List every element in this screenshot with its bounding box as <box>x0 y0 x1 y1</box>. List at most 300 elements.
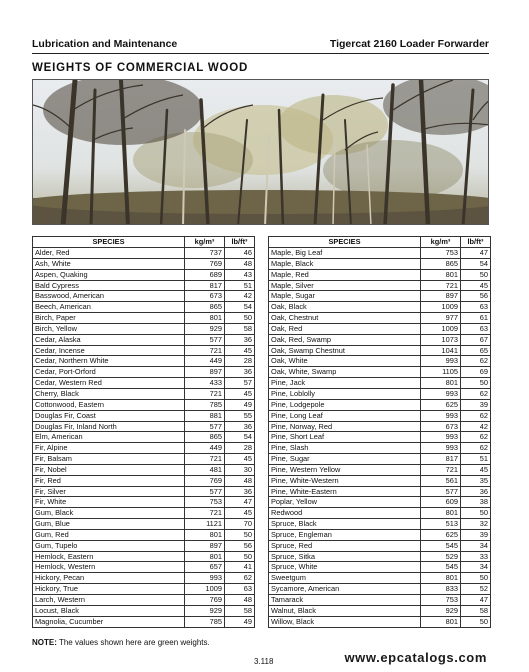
table-row <box>33 367 255 378</box>
species-cell: Basswood, American <box>33 291 185 302</box>
lbft3-cell: 67 <box>461 334 491 345</box>
lbft3-cell: 50 <box>461 378 491 389</box>
lbft3-cell: 51 <box>225 280 255 291</box>
lbft3-cell: 47 <box>461 595 491 606</box>
table-row <box>33 605 255 616</box>
kgm3-cell: 993 <box>421 410 461 421</box>
lbft3-cell: 62 <box>225 573 255 584</box>
note <box>32 638 210 647</box>
species-cell: Gum, Black <box>33 508 185 519</box>
lbft3-cell: 46 <box>225 248 255 259</box>
table-row <box>33 313 255 324</box>
lbft3-cell: 41 <box>225 562 255 573</box>
lbft3-cell: 45 <box>461 464 491 475</box>
species-cell: Spruce, Engleman <box>269 529 421 540</box>
kgm3-cell: 801 <box>421 378 461 389</box>
table-row <box>269 280 491 291</box>
table-row <box>33 595 255 606</box>
kgm3-cell: 833 <box>421 584 461 595</box>
species-cell: Cedar, Alaska <box>33 334 185 345</box>
table-row <box>33 356 255 367</box>
kgm3-column-header: kg/m³ <box>185 237 225 248</box>
species-cell: Maple, Black <box>269 258 421 269</box>
lbft3-cell: 63 <box>225 584 255 595</box>
lbft3-cell: 50 <box>225 313 255 324</box>
species-cell: Pine, Long Leaf <box>269 410 421 421</box>
lbft3-cell: 36 <box>461 486 491 497</box>
table-row <box>33 269 255 280</box>
table-row <box>33 421 255 432</box>
lbft3-cell: 56 <box>225 540 255 551</box>
lbft3-cell: 50 <box>225 529 255 540</box>
kgm3-cell: 993 <box>185 573 225 584</box>
table-row <box>33 464 255 475</box>
table-row <box>33 302 255 313</box>
kgm3-cell: 929 <box>421 605 461 616</box>
table-row <box>33 345 255 356</box>
table-row <box>269 323 491 334</box>
page-title: WEIGHTS OF COMMERCIAL WOOD <box>32 62 249 74</box>
table-row <box>33 562 255 573</box>
lbft3-cell: 62 <box>461 388 491 399</box>
table-header-row <box>269 237 491 248</box>
lbft3-cell: 50 <box>461 508 491 519</box>
kgm3-cell: 753 <box>421 595 461 606</box>
species-cell: Elm, American <box>33 432 185 443</box>
lbft3-cell: 54 <box>461 258 491 269</box>
species-cell: Gum, Tupelo <box>33 540 185 551</box>
table-row <box>33 529 255 540</box>
lbft3-cell: 36 <box>225 486 255 497</box>
table-row <box>33 454 255 465</box>
table-row <box>269 464 491 475</box>
kgm3-cell: 577 <box>185 334 225 345</box>
table-row <box>269 378 491 389</box>
table-row <box>269 508 491 519</box>
species-cell: Aspen, Quaking <box>33 269 185 280</box>
species-cell: Bald Cypress <box>33 280 185 291</box>
species-cell: Maple, Sugar <box>269 291 421 302</box>
table-row <box>33 519 255 530</box>
table-row <box>269 399 491 410</box>
lbft3-cell: 48 <box>225 595 255 606</box>
species-cell: Hickory, True <box>33 584 185 595</box>
species-cell: Redwood <box>269 508 421 519</box>
lbft3-cell: 35 <box>461 475 491 486</box>
kgm3-cell: 993 <box>421 388 461 399</box>
note-text: The values shown here are green weights. <box>56 638 210 647</box>
kgm3-cell: 817 <box>421 454 461 465</box>
lbft3-cell: 52 <box>461 584 491 595</box>
kgm3-cell: 513 <box>421 519 461 530</box>
kgm3-cell: 801 <box>421 508 461 519</box>
kgm3-cell: 1009 <box>421 323 461 334</box>
lbft3-cell: 65 <box>461 345 491 356</box>
table-row <box>269 302 491 313</box>
kgm3-cell: 769 <box>185 258 225 269</box>
kgm3-cell: 753 <box>185 497 225 508</box>
kgm3-cell: 785 <box>185 616 225 627</box>
kgm3-cell: 433 <box>185 378 225 389</box>
kgm3-cell: 1009 <box>185 584 225 595</box>
table-row <box>33 334 255 345</box>
kgm3-cell: 577 <box>185 421 225 432</box>
kgm3-cell: 721 <box>185 508 225 519</box>
kgm3-cell: 801 <box>185 551 225 562</box>
table-row <box>33 475 255 486</box>
lbft3-cell: 50 <box>225 551 255 562</box>
wood-weights-table-left <box>32 236 255 628</box>
species-cell: Pine, White-Western <box>269 475 421 486</box>
table-row <box>33 248 255 259</box>
table-row <box>269 432 491 443</box>
lbft3-cell: 58 <box>225 605 255 616</box>
table-row <box>33 486 255 497</box>
lbft3-cell: 57 <box>225 378 255 389</box>
species-cell: Fir, White <box>33 497 185 508</box>
lbft3-cell: 45 <box>225 388 255 399</box>
species-cell: Spruce, Black <box>269 519 421 530</box>
table-row <box>33 388 255 399</box>
table-row <box>33 399 255 410</box>
kgm3-cell: 929 <box>185 605 225 616</box>
species-cell: Willow, Black <box>269 616 421 627</box>
kgm3-cell: 929 <box>185 323 225 334</box>
species-cell: Spruce, Sitka <box>269 551 421 562</box>
species-cell: Gum, Blue <box>33 519 185 530</box>
lbft3-cell: 51 <box>461 454 491 465</box>
kgm3-column-header: kg/m³ <box>421 237 461 248</box>
kgm3-cell: 817 <box>185 280 225 291</box>
species-cell: Birch, Paper <box>33 313 185 324</box>
species-cell: Fir, Balsam <box>33 454 185 465</box>
kgm3-cell: 1041 <box>421 345 461 356</box>
table-row <box>269 616 491 627</box>
species-cell: Gum, Red <box>33 529 185 540</box>
lbft3-cell: 47 <box>225 497 255 508</box>
species-cell: Cedar, Northern White <box>33 356 185 367</box>
species-cell: Pine, Norway, Red <box>269 421 421 432</box>
lbft3-cell: 32 <box>461 519 491 530</box>
species-cell: Cedar, Port-Orford <box>33 367 185 378</box>
lbft3-cell: 62 <box>461 443 491 454</box>
species-cell: Magnolia, Cucumber <box>33 616 185 627</box>
lbft3-cell: 45 <box>225 345 255 356</box>
species-cell: Pine, Western Yellow <box>269 464 421 475</box>
table-row <box>269 388 491 399</box>
lbft3-cell: 45 <box>225 454 255 465</box>
lbft3-cell: 58 <box>225 323 255 334</box>
species-cell: Oak, White <box>269 356 421 367</box>
kgm3-cell: 625 <box>421 399 461 410</box>
table-row <box>269 421 491 432</box>
table-row <box>269 334 491 345</box>
kgm3-cell: 577 <box>421 486 461 497</box>
header-machine-title: Tigercat 2160 Loader Forwarder <box>329 38 489 50</box>
lbft3-cell: 48 <box>225 475 255 486</box>
species-cell: Oak, White, Swamp <box>269 367 421 378</box>
kgm3-cell: 561 <box>421 475 461 486</box>
species-cell: Birch, Yellow <box>33 323 185 334</box>
lbft3-cell: 50 <box>461 269 491 280</box>
kgm3-cell: 769 <box>185 595 225 606</box>
note-label: NOTE: <box>32 638 57 647</box>
kgm3-cell: 801 <box>421 269 461 280</box>
lbft3-cell: 38 <box>461 497 491 508</box>
species-cell: Poplar, Yellow <box>269 497 421 508</box>
species-cell: Cedar, Western Red <box>33 378 185 389</box>
lbft3-cell: 43 <box>225 269 255 280</box>
table-row <box>269 475 491 486</box>
kgm3-cell: 865 <box>185 302 225 313</box>
kgm3-cell: 721 <box>421 280 461 291</box>
table-row <box>33 323 255 334</box>
table-row <box>33 443 255 454</box>
lbft3-column-header: lb/ft³ <box>225 237 255 248</box>
lbft3-cell: 50 <box>461 573 491 584</box>
kgm3-cell: 545 <box>421 562 461 573</box>
species-cell: Sycamore, American <box>269 584 421 595</box>
forest-photo <box>32 79 489 225</box>
lbft3-cell: 42 <box>461 421 491 432</box>
kgm3-cell: 993 <box>421 443 461 454</box>
kgm3-cell: 577 <box>185 486 225 497</box>
lbft3-column-header: lb/ft³ <box>461 237 491 248</box>
header-divider <box>32 53 489 54</box>
species-cell: Ash, White <box>33 258 185 269</box>
kgm3-cell: 1105 <box>421 367 461 378</box>
table-row <box>269 486 491 497</box>
lbft3-cell: 45 <box>225 508 255 519</box>
table-row <box>269 562 491 573</box>
table-row <box>269 595 491 606</box>
species-cell: Hickory, Pecan <box>33 573 185 584</box>
species-cell: Tamarack <box>269 595 421 606</box>
kgm3-cell: 993 <box>421 356 461 367</box>
wood-weights-table-right <box>268 236 491 628</box>
species-column-header: SPECIES <box>33 237 185 248</box>
kgm3-cell: 865 <box>421 258 461 269</box>
species-cell: Pine, Loblolly <box>269 388 421 399</box>
kgm3-cell: 673 <box>421 421 461 432</box>
species-column-header: SPECIES <box>269 237 421 248</box>
kgm3-cell: 801 <box>185 313 225 324</box>
table-row <box>269 584 491 595</box>
table-row <box>269 291 491 302</box>
species-cell: Spruce, White <box>269 562 421 573</box>
table-row <box>269 519 491 530</box>
table-row <box>269 356 491 367</box>
table-row <box>33 378 255 389</box>
table-row <box>33 497 255 508</box>
watermark: www.epcatalogs.com <box>344 650 487 665</box>
table-row <box>269 529 491 540</box>
table-header-row <box>33 237 255 248</box>
species-cell: Oak, Red <box>269 323 421 334</box>
lbft3-cell: 61 <box>461 313 491 324</box>
table-row <box>269 497 491 508</box>
kgm3-cell: 625 <box>421 529 461 540</box>
lbft3-cell: 34 <box>461 540 491 551</box>
header-section-title: Lubrication and Maintenance <box>32 38 178 50</box>
species-cell: Oak, Black <box>269 302 421 313</box>
lbft3-cell: 47 <box>461 248 491 259</box>
kgm3-cell: 481 <box>185 464 225 475</box>
table-row <box>269 443 491 454</box>
kgm3-cell: 721 <box>185 388 225 399</box>
kgm3-cell: 897 <box>185 367 225 378</box>
table-row <box>33 573 255 584</box>
table-row <box>269 269 491 280</box>
species-cell: Fir, Nobel <box>33 464 185 475</box>
table-row <box>33 291 255 302</box>
kgm3-cell: 897 <box>421 291 461 302</box>
table-row <box>269 410 491 421</box>
species-cell: Oak, Red, Swamp <box>269 334 421 345</box>
kgm3-cell: 449 <box>185 443 225 454</box>
kgm3-cell: 657 <box>185 562 225 573</box>
kgm3-cell: 721 <box>185 454 225 465</box>
kgm3-cell: 785 <box>185 399 225 410</box>
table-row <box>33 410 255 421</box>
kgm3-cell: 673 <box>185 291 225 302</box>
species-cell: Cottonwood, Eastern <box>33 399 185 410</box>
kgm3-cell: 881 <box>185 410 225 421</box>
table-row <box>269 258 491 269</box>
lbft3-cell: 55 <box>225 410 255 421</box>
table-row <box>269 454 491 465</box>
kgm3-cell: 993 <box>421 432 461 443</box>
table-row <box>33 258 255 269</box>
kgm3-cell: 865 <box>185 432 225 443</box>
lbft3-cell: 48 <box>225 258 255 269</box>
kgm3-cell: 545 <box>421 540 461 551</box>
lbft3-cell: 58 <box>461 605 491 616</box>
species-cell: Oak, Swamp Chestnut <box>269 345 421 356</box>
kgm3-cell: 449 <box>185 356 225 367</box>
species-cell: Larch, Western <box>33 595 185 606</box>
species-cell: Spruce, Red <box>269 540 421 551</box>
species-cell: Douglas Fir, Inland North <box>33 421 185 432</box>
kgm3-cell: 721 <box>185 345 225 356</box>
table-row <box>33 616 255 627</box>
lbft3-cell: 36 <box>225 367 255 378</box>
species-cell: Beech, American <box>33 302 185 313</box>
lbft3-cell: 50 <box>461 616 491 627</box>
species-cell: Douglas Fir, Coast <box>33 410 185 421</box>
table-row <box>269 551 491 562</box>
lbft3-cell: 45 <box>461 280 491 291</box>
kgm3-cell: 1073 <box>421 334 461 345</box>
table-row <box>269 605 491 616</box>
table-row <box>269 540 491 551</box>
lbft3-cell: 49 <box>225 616 255 627</box>
species-cell: Walnut, Black <box>269 605 421 616</box>
kgm3-cell: 1121 <box>185 519 225 530</box>
lbft3-cell: 54 <box>225 302 255 313</box>
lbft3-cell: 39 <box>461 399 491 410</box>
lbft3-cell: 33 <box>461 551 491 562</box>
lbft3-cell: 62 <box>461 410 491 421</box>
species-cell: Hemlock, Western <box>33 562 185 573</box>
table-row <box>269 573 491 584</box>
lbft3-cell: 63 <box>461 302 491 313</box>
lbft3-cell: 28 <box>225 356 255 367</box>
species-cell: Cedar, Incense <box>33 345 185 356</box>
species-cell: Pine, Slash <box>269 443 421 454</box>
species-cell: Cherry, Black <box>33 388 185 399</box>
table-row <box>269 345 491 356</box>
kgm3-cell: 529 <box>421 551 461 562</box>
lbft3-cell: 39 <box>461 529 491 540</box>
table-row <box>33 280 255 291</box>
page-number: 3.118 <box>254 657 274 666</box>
table-row <box>33 584 255 595</box>
kgm3-cell: 897 <box>185 540 225 551</box>
table-row <box>33 508 255 519</box>
table-row <box>33 540 255 551</box>
lbft3-cell: 54 <box>225 432 255 443</box>
lbft3-cell: 62 <box>461 432 491 443</box>
lbft3-cell: 69 <box>461 367 491 378</box>
species-cell: Fir, Silver <box>33 486 185 497</box>
species-cell: Oak, Chestnut <box>269 313 421 324</box>
lbft3-cell: 63 <box>461 323 491 334</box>
table-row <box>269 248 491 259</box>
lbft3-cell: 62 <box>461 356 491 367</box>
species-cell: Fir, Alpine <box>33 443 185 454</box>
table-row <box>269 367 491 378</box>
species-cell: Alder, Red <box>33 248 185 259</box>
species-cell: Pine, Short Leaf <box>269 432 421 443</box>
lbft3-cell: 49 <box>225 399 255 410</box>
lbft3-cell: 56 <box>461 291 491 302</box>
lbft3-cell: 34 <box>461 562 491 573</box>
species-cell: Pine, Lodgepole <box>269 399 421 410</box>
lbft3-cell: 70 <box>225 519 255 530</box>
lbft3-cell: 36 <box>225 421 255 432</box>
kgm3-cell: 801 <box>421 616 461 627</box>
species-cell: Maple, Big Leaf <box>269 248 421 259</box>
species-cell: Maple, Red <box>269 269 421 280</box>
lbft3-cell: 36 <box>225 334 255 345</box>
species-cell: Pine, Jack <box>269 378 421 389</box>
species-cell: Maple, Silver <box>269 280 421 291</box>
species-cell: Pine, White-Eastern <box>269 486 421 497</box>
table-row <box>33 432 255 443</box>
lbft3-cell: 28 <box>225 443 255 454</box>
kgm3-cell: 801 <box>185 529 225 540</box>
kgm3-cell: 977 <box>421 313 461 324</box>
table-row <box>269 313 491 324</box>
lbft3-cell: 30 <box>225 464 255 475</box>
kgm3-cell: 609 <box>421 497 461 508</box>
kgm3-cell: 769 <box>185 475 225 486</box>
kgm3-cell: 737 <box>185 248 225 259</box>
species-cell: Fir, Red <box>33 475 185 486</box>
kgm3-cell: 801 <box>421 573 461 584</box>
kgm3-cell: 689 <box>185 269 225 280</box>
kgm3-cell: 721 <box>421 464 461 475</box>
species-cell: Pine, Sugar <box>269 454 421 465</box>
table-row <box>33 551 255 562</box>
kgm3-cell: 1009 <box>421 302 461 313</box>
species-cell: Hemlock, Eastern <box>33 551 185 562</box>
kgm3-cell: 753 <box>421 248 461 259</box>
species-cell: Sweetgum <box>269 573 421 584</box>
lbft3-cell: 42 <box>225 291 255 302</box>
species-cell: Locust, Black <box>33 605 185 616</box>
